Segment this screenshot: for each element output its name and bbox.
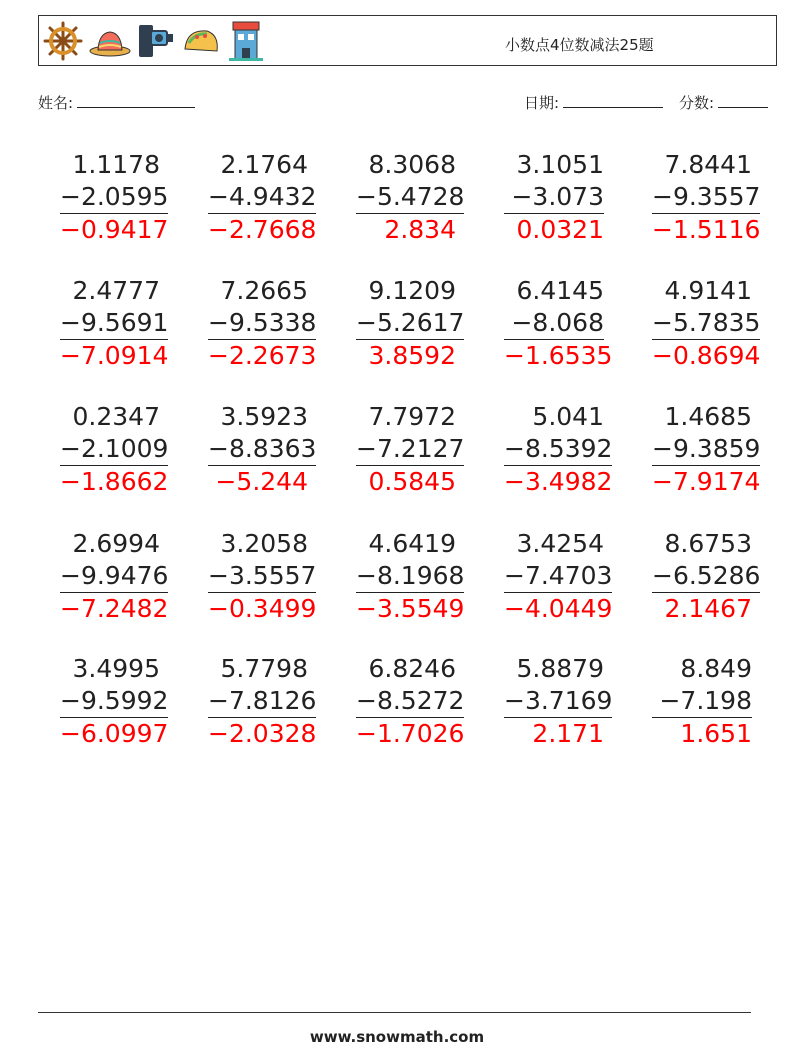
answer: 2.1467: [664, 594, 752, 623]
answer: −2.7668: [208, 215, 317, 244]
answer: −1.5116: [652, 215, 761, 244]
problem: [208, 401, 317, 498]
subtrahend: −6.5286: [652, 560, 760, 593]
answer: −1.6535: [504, 341, 613, 370]
subtrahend: −5.4728: [356, 181, 464, 214]
date-label: 日期:: [524, 94, 560, 112]
answer: 1.651: [680, 719, 752, 748]
answer: −4.0449: [504, 594, 613, 623]
answer: −7.0914: [60, 341, 169, 370]
minuend: 2.4777: [72, 276, 160, 305]
problem: [504, 528, 613, 625]
minuend: 3.2058: [220, 529, 308, 558]
problem: [60, 401, 169, 498]
subtrahend: −8.5272: [356, 685, 464, 718]
subtrahend: −5.2617: [356, 307, 464, 340]
problem: [356, 528, 465, 625]
problem: [208, 149, 317, 246]
footer-site: www.snowmath.com: [309, 1028, 485, 1046]
answer: 0.0321: [516, 215, 604, 244]
subtrahend: −9.9476: [60, 560, 168, 593]
answer: −1.8662: [60, 467, 169, 496]
minuend: 5.7798: [220, 654, 308, 683]
date-field: [524, 92, 663, 113]
answer: −5.244: [215, 467, 308, 496]
problem: [356, 275, 465, 372]
subtrahend: −3.073: [504, 181, 604, 214]
subtrahend: −2.0595: [60, 181, 168, 214]
minuend: 3.4254: [516, 529, 604, 558]
minuend: 1.1178: [72, 150, 160, 179]
minuend: 4.9141: [664, 276, 752, 305]
minuend: 3.5923: [220, 402, 308, 431]
worksheet-title: 小数点4位数减法25题: [505, 36, 654, 54]
subtrahend: −8.1968: [356, 560, 464, 593]
subtrahend: −9.5691: [60, 307, 168, 340]
name-field: [38, 92, 195, 113]
problem: [208, 528, 317, 625]
problem: [60, 275, 169, 372]
answer: −3.5549: [356, 594, 465, 623]
problem: [504, 401, 613, 498]
minuend: 8.3068: [368, 150, 456, 179]
problem: [60, 528, 169, 625]
subtrahend: −8.8363: [208, 433, 316, 466]
sombrero-icon: [89, 21, 131, 61]
subtrahend: −9.3859: [652, 433, 760, 466]
minuend: 0.2347: [72, 402, 160, 431]
subtrahend: −4.9432: [208, 181, 316, 214]
minuend: 6.8246: [368, 654, 456, 683]
subtrahend: −8.5392: [504, 433, 612, 466]
answer: −0.9417: [60, 215, 169, 244]
subtrahend: −5.7835: [652, 307, 760, 340]
minuend: 7.7972: [368, 402, 456, 431]
score-blank[interactable]: [718, 93, 768, 108]
problem: [504, 275, 613, 372]
score-field: [679, 92, 768, 113]
minuend: 1.4685: [664, 402, 752, 431]
problem: [652, 401, 761, 498]
minuend: 7.2665: [220, 276, 308, 305]
answer: −1.7026: [356, 719, 465, 748]
problem: [356, 149, 465, 246]
minuend: 3.1051: [516, 150, 604, 179]
answer: −2.2673: [208, 341, 317, 370]
problem: [652, 275, 761, 372]
name-label: 姓名:: [38, 94, 74, 112]
subtrahend: −9.3557: [652, 181, 760, 214]
minuend: 5.041: [532, 402, 604, 431]
minuend: 2.1764: [220, 150, 308, 179]
minuend: 2.6994: [72, 529, 160, 558]
minuend: 8.849: [680, 654, 752, 683]
subtrahend: −3.5557: [208, 560, 316, 593]
footer-divider: [38, 1012, 751, 1013]
answer: 2.171: [532, 719, 604, 748]
camcorder-icon: [137, 21, 175, 61]
minuend: 6.4145: [516, 276, 604, 305]
minuend: 3.4995: [72, 654, 160, 683]
minuend: 5.8879: [516, 654, 604, 683]
subtrahend: −7.198: [652, 685, 752, 718]
problem: [208, 653, 317, 750]
problem: [652, 528, 761, 625]
building-icon: [227, 20, 265, 62]
subtrahend: −7.4703: [504, 560, 612, 593]
subtrahend: −7.2127: [356, 433, 464, 466]
header-icons: [43, 20, 265, 62]
answer: −0.8694: [652, 341, 761, 370]
answer: −2.0328: [208, 719, 317, 748]
problem: [652, 149, 761, 246]
problem: [652, 653, 752, 750]
problem: [60, 149, 169, 246]
problem: [504, 149, 604, 246]
problem: [208, 275, 317, 372]
ship-wheel-icon: [43, 21, 83, 61]
date-blank[interactable]: [563, 93, 663, 108]
minuend: 4.6419: [368, 529, 456, 558]
minuend: 9.1209: [368, 276, 456, 305]
answer: −7.9174: [652, 467, 761, 496]
answer: 0.5845: [368, 467, 456, 496]
minuend: 8.6753: [664, 529, 752, 558]
minuend: 7.8441: [664, 150, 752, 179]
answer: 3.8592: [368, 341, 456, 370]
problem: [356, 653, 465, 750]
taco-icon: [181, 21, 221, 61]
subtrahend: −7.8126: [208, 685, 316, 718]
problem: [504, 653, 613, 750]
subtrahend: −2.1009: [60, 433, 168, 466]
subtrahend: −8.068: [504, 307, 604, 340]
answer: 2.834: [384, 215, 456, 244]
subtrahend: −9.5338: [208, 307, 316, 340]
answer: −0.3499: [208, 594, 317, 623]
name-blank[interactable]: [77, 93, 195, 108]
subtrahend: −3.7169: [504, 685, 612, 718]
score-label: 分数:: [679, 94, 715, 112]
problem: [356, 401, 465, 498]
answer: −6.0997: [60, 719, 169, 748]
subtrahend: −9.5992: [60, 685, 168, 718]
answer: −7.2482: [60, 594, 169, 623]
answer: −3.4982: [504, 467, 613, 496]
header-box: [38, 15, 777, 66]
problem: [60, 653, 169, 750]
